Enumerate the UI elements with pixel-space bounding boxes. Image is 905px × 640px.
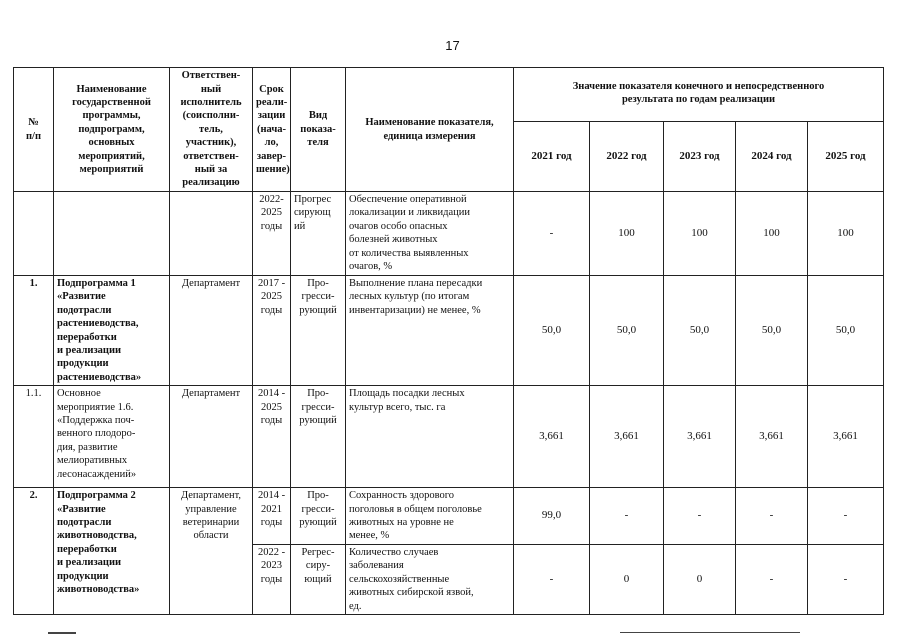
header-indicator-label: Наименование показателя, единица измерения bbox=[365, 117, 494, 142]
row-value-2024: - bbox=[736, 488, 808, 545]
row-term: 2014 - 2025 годы bbox=[253, 386, 291, 488]
header-values-group bbox=[514, 68, 884, 122]
header-year-2022: 2022 год bbox=[590, 122, 664, 192]
row-value-2022: - bbox=[590, 488, 664, 545]
row-value-2022: 0 bbox=[590, 544, 664, 614]
row-value-2025: 100 bbox=[808, 192, 884, 276]
table-row bbox=[14, 488, 884, 545]
row-executor: Департамент bbox=[170, 386, 253, 488]
row-type: Регрес- сиру- ющий bbox=[291, 544, 346, 614]
row-num: 2. bbox=[14, 488, 54, 615]
row-executor bbox=[170, 192, 253, 276]
table-row bbox=[14, 192, 884, 276]
row-value-2022: 3,661 bbox=[590, 386, 664, 488]
row-value-2023: - bbox=[664, 488, 736, 545]
row-value-2021: - bbox=[514, 192, 590, 276]
row-indicator: Количество случаев заболевания сельскохозяйственные животных сибирской язвой, ед. bbox=[346, 544, 514, 614]
row-value-2025: 3,661 bbox=[808, 386, 884, 488]
row-value-2024: 3,661 bbox=[736, 386, 808, 488]
table-row bbox=[14, 276, 884, 386]
header-year-2023: 2023 год bbox=[664, 122, 736, 192]
header-year-2024: 2024 год bbox=[736, 122, 808, 192]
row-value-2024: 50,0 bbox=[736, 276, 808, 386]
row-num bbox=[14, 192, 54, 276]
row-program bbox=[54, 192, 170, 276]
scan-edge-line bbox=[48, 632, 76, 634]
page-number: 17 bbox=[445, 38, 460, 53]
row-value-2021: - bbox=[514, 544, 590, 614]
header-num bbox=[14, 68, 54, 192]
row-value-2025: - bbox=[808, 544, 884, 614]
header-term bbox=[253, 68, 291, 192]
row-value-2023: 100 bbox=[664, 192, 736, 276]
header-type bbox=[291, 68, 346, 192]
row-num: 1. bbox=[14, 276, 54, 386]
row-executor: Департамент, управление ветеринарии области bbox=[170, 488, 253, 615]
row-term: 2017 - 2025 годы bbox=[253, 276, 291, 386]
row-indicator: Обеспечение оперативной локализации и ликвидации очагов особо опасных болезней животных от количества выявленных очагов, % bbox=[346, 192, 514, 276]
row-value-2023: 3,661 bbox=[664, 386, 736, 488]
header-num-label: № п/п bbox=[25, 117, 42, 142]
row-value-2022: 50,0 bbox=[590, 276, 664, 386]
header-year-2025: 2025 год bbox=[808, 122, 884, 192]
row-program: Подпрограмма 2 «Развитие подотрасли животноводства, переработки и реализации продукции животноводства» bbox=[54, 488, 170, 615]
row-value-2025: 50,0 bbox=[808, 276, 884, 386]
row-value-2024: - bbox=[736, 544, 808, 614]
header-type-label: Вид показа- теля bbox=[300, 110, 336, 149]
header-executor-label: Ответствен- ный исполнитель (соисполни- тель, участник), ответствен- ный за реализацию bbox=[180, 70, 242, 189]
row-value-2021: 99,0 bbox=[514, 488, 590, 545]
row-program: Подпрограмма 1 «Развитие подотрасли растениеводства, переработки и реализации продукции растениеводства» bbox=[54, 276, 170, 386]
row-term: 2022 - 2023 годы bbox=[253, 544, 291, 614]
row-term: 2022- 2025 годы bbox=[253, 192, 291, 276]
header-executor bbox=[170, 68, 253, 192]
row-num: 1.1. bbox=[14, 386, 54, 488]
row-type: Про- гресси- рующий bbox=[291, 386, 346, 488]
row-program: Основное мероприятие 1.6. «Поддержка поч- венного плодоро- дия, развитие мелиоративных лесонасаждений» bbox=[54, 386, 170, 488]
row-value-2025: - bbox=[808, 488, 884, 545]
row-indicator: Сохранность здорового поголовья в общем поголовье животных на уровне не менее, % bbox=[346, 488, 514, 545]
row-value-2024: 100 bbox=[736, 192, 808, 276]
scan-edge-line bbox=[620, 632, 800, 633]
row-type: Про- гресси- рующий bbox=[291, 276, 346, 386]
row-value-2023: 50,0 bbox=[664, 276, 736, 386]
row-executor: Департамент bbox=[170, 276, 253, 386]
header-program bbox=[54, 68, 170, 192]
row-type: Прогрес сирующ ий bbox=[291, 192, 346, 276]
row-value-2021: 50,0 bbox=[514, 276, 590, 386]
table-row bbox=[14, 386, 884, 488]
header-indicator bbox=[346, 68, 514, 192]
header-year-2021: 2021 год bbox=[514, 122, 590, 192]
row-value-2023: 0 bbox=[664, 544, 736, 614]
row-value-2021: 3,661 bbox=[514, 386, 590, 488]
row-indicator: Площадь посадки лесных культур всего, тыс. га bbox=[346, 386, 514, 488]
header-term-label: Срок реали- зации (нача- ло, завер- шение) bbox=[256, 83, 290, 176]
header-program-label: Наименование государственной программы, подпрограмм, основных мероприятий, мероприятий bbox=[72, 83, 151, 176]
row-term: 2014 - 2021 годы bbox=[253, 488, 291, 545]
header-values-group-label: Значение показателя конечного и непосредственного результата по годам реализации bbox=[572, 81, 825, 106]
row-type: Про- гресси- рующий bbox=[291, 488, 346, 545]
row-value-2022: 100 bbox=[590, 192, 664, 276]
indicators-table bbox=[13, 67, 884, 615]
row-indicator: Выполнение плана пересадки лесных культур (по итогам инвентаризации) не менее, % bbox=[346, 276, 514, 386]
